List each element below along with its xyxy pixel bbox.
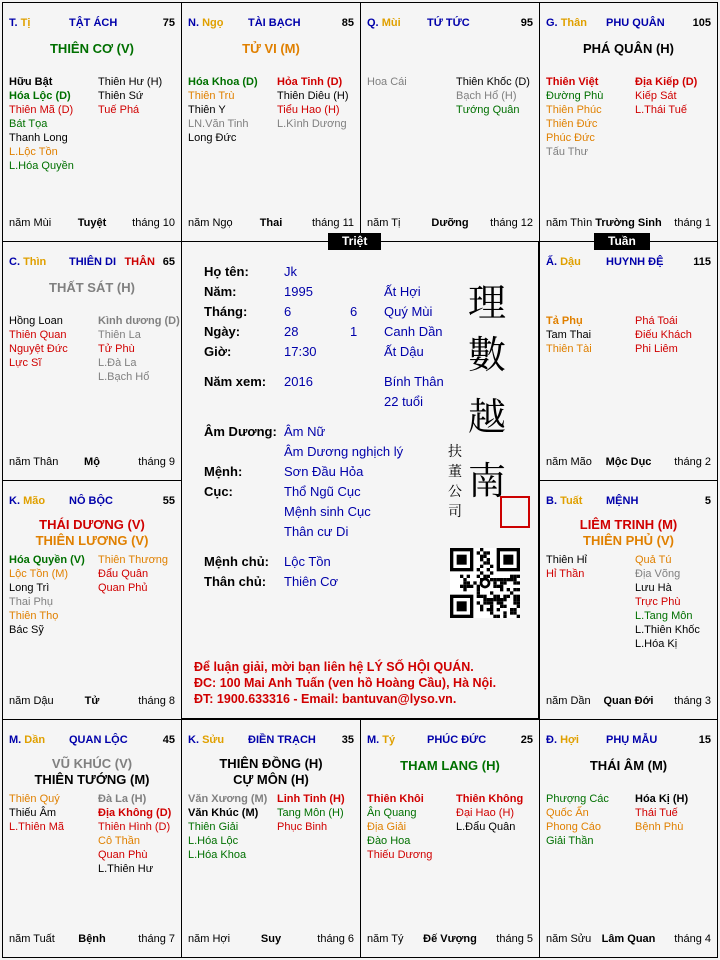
star: Hóa Lộc (D) xyxy=(9,90,71,102)
palace-stage: Tử xyxy=(84,695,100,707)
palace-number: 5 xyxy=(704,495,711,507)
main-star: THÁI DƯƠNG (V) xyxy=(39,517,145,532)
center-info-panel xyxy=(181,241,539,719)
star: L.Lộc Tồn xyxy=(9,146,58,158)
star: Tử Phù xyxy=(98,343,135,355)
main-star: PHÁ QUÂN (H) xyxy=(583,41,674,56)
palace-header xyxy=(546,495,711,511)
star: L.Tang Môn xyxy=(635,610,693,622)
palace-year: năm Tuất xyxy=(9,933,55,945)
palace-number: 55 xyxy=(162,495,175,507)
star: Ân Quang xyxy=(367,807,417,819)
star: Tả Phụ xyxy=(546,315,583,327)
star: Thiên Quý xyxy=(9,793,60,805)
star: Phá Toái xyxy=(635,315,678,327)
star: L.Hóa Kị xyxy=(635,638,678,650)
palace-month: tháng 12 xyxy=(490,217,533,229)
info-ho-ten-label: Họ tên: xyxy=(204,264,249,279)
palace-name: QUAN LỘC xyxy=(69,734,128,746)
palace-stage: Thai xyxy=(259,217,283,229)
main-star: THÁI ÂM (M) xyxy=(589,758,668,773)
main-star: THIÊN LƯƠNG (V) xyxy=(35,533,149,548)
main-star: THIÊN ĐỒNG (H) xyxy=(219,756,323,771)
palace-stage: Suy xyxy=(260,933,282,945)
info-am-duong-label: Âm Dương: xyxy=(204,424,277,439)
palace-cell xyxy=(2,719,182,958)
star: Thiên Sứ xyxy=(98,90,144,102)
star: Hữu Bật xyxy=(9,76,53,88)
palace-position: K. Mão xyxy=(9,495,46,507)
palace-cell xyxy=(360,2,540,242)
star-col-left xyxy=(188,792,267,862)
info-menh-chu: Lộc Tồn xyxy=(284,554,331,569)
star: Phục Binh xyxy=(277,821,328,833)
info-nam-label: Năm: xyxy=(204,284,237,299)
star-col-left xyxy=(546,75,603,159)
star: Tuế Phá xyxy=(98,104,140,116)
palace-month: tháng 6 xyxy=(317,933,354,945)
info-cuc-label: Cục: xyxy=(204,484,233,499)
palace-cell xyxy=(2,480,182,720)
star: Thiên Phúc xyxy=(546,104,602,116)
contact-line-2: ĐC: 100 Mai Anh Tuấn (ven hồ Hoàng Cầu), Hà Nội. xyxy=(194,676,497,690)
star-col-right xyxy=(98,75,162,117)
palace-year: năm Mùi xyxy=(9,217,52,229)
star: Đường Phù xyxy=(546,90,604,102)
contact-line-1: Để luận giải, mời bạn liên hệ LÝ SỐ HỘI QUÁN. xyxy=(194,660,474,674)
palace-year: năm Tý xyxy=(367,933,404,945)
palace-position: G. Thân xyxy=(546,17,587,29)
star: Văn Xương (M) xyxy=(188,793,268,805)
star: Thiên Việt xyxy=(546,76,599,88)
star-col-right xyxy=(456,75,530,117)
star: L.Hóa Quyền xyxy=(9,160,74,172)
palace-footer xyxy=(367,933,533,947)
star: Văn Khúc (M) xyxy=(188,807,259,819)
info-menh-label: Mệnh: xyxy=(204,464,243,479)
than-marker: THÂN xyxy=(124,256,155,268)
palace-stage: Mộ xyxy=(84,456,100,468)
palace-month: tháng 5 xyxy=(496,933,533,945)
star: Địa Không (D) xyxy=(98,807,172,819)
star-col-left xyxy=(9,792,64,834)
star-col-right xyxy=(635,792,688,834)
main-star: CỰ MÔN (H) xyxy=(233,772,309,787)
star: Thiên Hỉ xyxy=(546,554,587,566)
main-star: THẤT SÁT (H) xyxy=(49,280,135,295)
star-col-left xyxy=(9,314,68,370)
qr-code-icon xyxy=(450,548,520,618)
palace-cell xyxy=(539,241,718,481)
star: Hóa Quyền (V) xyxy=(9,554,85,566)
star: Long Trì xyxy=(9,582,50,594)
palace-cell xyxy=(2,2,182,242)
info-nam-xem: 2016 xyxy=(284,374,313,389)
palace-header xyxy=(546,17,711,33)
palace-number: 115 xyxy=(693,256,711,268)
star: Thanh Long xyxy=(9,132,68,144)
palace-year: năm Ngọ xyxy=(188,217,233,229)
star: Thiên Quan xyxy=(9,329,67,341)
contact-line-3: ĐT: 1900.633316 - Email: bantuvan@lyso.vn. xyxy=(194,692,457,706)
palace-header xyxy=(188,734,354,750)
star: Hỉ Thần xyxy=(546,568,585,580)
main-star: LIÊM TRINH (M) xyxy=(579,517,678,532)
triet-tag: Triệt xyxy=(328,233,381,250)
star: Thiên Khốc (D) xyxy=(456,76,530,88)
star: Tiểu Hao (H) xyxy=(277,104,340,116)
star-col-right xyxy=(277,75,349,131)
star: Quan Phù xyxy=(98,849,148,861)
info-menh: Sơn Đầu Hỏa xyxy=(284,464,364,479)
palace-stage: Dưỡng xyxy=(431,217,469,229)
star-col-left xyxy=(188,75,258,145)
star: Bác Sỹ xyxy=(9,624,44,636)
palace-position: Ấ. Dậu xyxy=(546,256,581,268)
main-star: THIÊN TƯỚNG (M) xyxy=(34,772,150,787)
star: Phúc Đức xyxy=(546,132,595,144)
palace-year: năm Dậu xyxy=(9,695,54,707)
info-nam: 1995 xyxy=(284,284,313,299)
palace-header xyxy=(9,734,175,750)
palace-footer xyxy=(9,217,175,231)
star: Thiên Y xyxy=(188,104,226,116)
palace-year: năm Sửu xyxy=(546,933,592,945)
star: Quốc Ấn xyxy=(546,807,589,819)
star: Lực Sĩ xyxy=(9,357,42,369)
palace-cell xyxy=(181,2,361,242)
palace-header xyxy=(9,256,175,272)
star: Linh Tinh (H) xyxy=(277,793,345,805)
info-thang-label: Tháng: xyxy=(204,304,248,319)
palace-header xyxy=(367,734,533,750)
star: Tam Thai xyxy=(546,329,592,341)
star: Thiên La xyxy=(98,329,141,341)
calligraphy-char: 南 xyxy=(468,459,507,503)
star: Thai Phụ xyxy=(9,596,54,608)
star: Thiên Diêu (H) xyxy=(277,90,349,102)
star-col-right xyxy=(635,314,692,356)
palace-year: năm Thân xyxy=(9,456,59,468)
star: Đà La (H) xyxy=(98,793,147,805)
palace-number: 85 xyxy=(341,17,354,29)
main-star: VŨ KHÚC (V) xyxy=(51,756,133,771)
star: Tướng Quân xyxy=(456,104,520,116)
palace-position: Đ. Hợi xyxy=(546,734,579,746)
main-star: TỬ VI (M) xyxy=(242,41,300,56)
palace-footer xyxy=(367,217,533,231)
palace-number: 35 xyxy=(341,734,354,746)
calligraphy-char: 理 xyxy=(468,281,507,325)
star-col-left xyxy=(367,792,432,862)
palace-stage: Lâm Quan xyxy=(601,933,656,945)
star-col-left xyxy=(546,792,609,848)
palace-year: năm Thìn xyxy=(546,217,593,229)
info-thang-can-chi: Quý Mùi xyxy=(384,304,433,319)
star: Thiên Hư (H) xyxy=(98,76,163,88)
star: L.Kình Dương xyxy=(277,118,347,130)
main-star: THIÊN CƠ (V) xyxy=(49,41,135,56)
star: L.Đẩu Quân xyxy=(456,821,516,833)
star: Kiếp Sát xyxy=(635,90,677,102)
palace-number: 15 xyxy=(698,734,711,746)
info-thang-duong: 6 xyxy=(284,304,292,319)
palace-month: tháng 11 xyxy=(311,217,354,229)
tuan-tag: Tuần xyxy=(594,233,650,250)
info-cuc-3: Thân cư Di xyxy=(284,524,349,539)
palace-stage: Mộc Dục xyxy=(605,456,652,468)
star: L.Thiên Mã xyxy=(9,821,65,833)
info-menh-chu-label: Mệnh chủ: xyxy=(204,554,269,569)
star: Thiên Thương xyxy=(98,554,169,566)
palace-cell xyxy=(539,480,718,720)
palace-year: năm Mão xyxy=(546,456,592,468)
palace-position: T. Tị xyxy=(9,17,31,29)
info-gio-label: Giờ: xyxy=(204,344,232,359)
star: Hồng Loan xyxy=(9,315,63,327)
info-gio-can-chi: Ất Dậu xyxy=(384,344,424,359)
palace-position: M. Tý xyxy=(367,734,396,746)
star-col-right xyxy=(98,314,180,384)
star: Thiên Trù xyxy=(188,90,235,102)
info-ngay-label: Ngày: xyxy=(204,324,241,339)
star: Trực Phù xyxy=(635,596,681,608)
palace-position: N. Ngọ xyxy=(188,17,224,29)
info-am-duong-2: Âm Dương nghịch lý xyxy=(284,444,404,459)
palace-footer xyxy=(546,695,711,709)
info-tuoi: 22 tuổi xyxy=(384,394,424,409)
palace-number: 45 xyxy=(162,734,175,746)
palace-footer xyxy=(188,217,354,231)
palace-name: ĐIỀN TRẠCH xyxy=(248,734,316,746)
star: Thiên Giải xyxy=(188,821,239,833)
palace-stage: Đế Vượng xyxy=(423,933,477,945)
palace-year: năm Dần xyxy=(546,695,591,707)
info-thang-am: 6 xyxy=(350,304,358,319)
palace-name: NÔ BỘC xyxy=(69,495,113,507)
star: Thiên Hình (D) xyxy=(98,821,171,833)
palace-name: HUYNH ĐỆ xyxy=(606,256,664,268)
palace-header xyxy=(367,17,533,33)
palace-position: M. Dần xyxy=(9,734,46,746)
palace-number: 25 xyxy=(520,734,533,746)
star: L.Hóa Lộc xyxy=(188,835,239,847)
star-col-left xyxy=(9,553,85,637)
palace-footer xyxy=(546,456,711,470)
palace-name: PHỤ MẪU xyxy=(606,734,658,746)
palace-stage: Quan Đới xyxy=(603,695,654,707)
info-nam-xem-can-chi: Bính Thân xyxy=(384,374,444,389)
star: Tấu Thư xyxy=(546,146,589,158)
star: Thiếu Âm xyxy=(9,807,57,819)
palace-footer xyxy=(9,695,175,709)
calligraphy-char: 越 xyxy=(468,395,507,439)
palace-position: Q. Mùi xyxy=(367,17,401,29)
star: Bệnh Phù xyxy=(635,821,684,833)
star: Phi Liêm xyxy=(635,343,678,355)
palace-month: tháng 3 xyxy=(674,695,711,707)
palace-month: tháng 4 xyxy=(674,933,711,945)
palace-footer xyxy=(546,933,711,947)
info-cuc: Thổ Ngũ Cục xyxy=(284,484,361,499)
info-nam-can-chi: Ất Hợi xyxy=(384,284,421,299)
star: Địa Võng xyxy=(635,568,681,580)
palace-cell xyxy=(360,719,540,958)
star-col-right xyxy=(98,792,171,876)
star: Thiên Thọ xyxy=(9,610,59,622)
star: Thiên Không xyxy=(456,793,524,805)
star: Địa Giải xyxy=(367,821,407,833)
palace-number: 95 xyxy=(520,17,533,29)
star: Thiên Mã (D) xyxy=(9,104,74,116)
palace-number: 65 xyxy=(162,256,175,268)
star: L.Thiên Hư xyxy=(98,863,154,875)
star-col-right xyxy=(456,792,523,834)
info-ngay-can-chi: Canh Dần xyxy=(384,324,443,339)
main-star: THAM LANG (H) xyxy=(400,758,500,773)
palace-position: B. Tuất xyxy=(546,495,583,507)
palace-cell xyxy=(2,241,182,481)
star: Cô Thần xyxy=(98,835,140,847)
star: Địa Kiếp (D) xyxy=(635,76,698,88)
palace-position: K. Sửu xyxy=(188,734,225,746)
palace-position: C. Thìn xyxy=(9,256,47,268)
info-gio: 17:30 xyxy=(284,344,317,359)
star: Hoa Cái xyxy=(367,76,407,88)
palace-name: PHÚC ĐỨC xyxy=(427,734,487,746)
star: Hỏa Tinh (D) xyxy=(277,76,343,88)
palace-month: tháng 9 xyxy=(138,456,175,468)
palace-footer xyxy=(9,456,175,470)
palace-stage: Trường Sinh xyxy=(595,217,662,229)
star: Đẩu Quân xyxy=(98,568,149,580)
palace-header xyxy=(188,17,354,33)
star: L.Thái Tuế xyxy=(635,104,687,116)
star: Hóa Khoa (D) xyxy=(188,76,258,88)
star: Thiên Khôi xyxy=(367,793,424,805)
palace-cell xyxy=(539,2,718,242)
info-ngay-duong: 28 xyxy=(284,324,299,339)
star: Thiên Tài xyxy=(546,343,592,355)
star: Kình dương (D) xyxy=(98,315,180,327)
star: Bạch Hổ (H) xyxy=(456,90,517,102)
star: L.Bạch Hổ xyxy=(98,371,150,383)
palace-month: tháng 8 xyxy=(138,695,175,707)
star-col-left xyxy=(546,553,587,581)
star: LN.Văn Tinh xyxy=(188,118,249,130)
palace-stage: Tuyệt xyxy=(77,217,107,229)
info-ngay-am: 1 xyxy=(350,324,358,339)
palace-number: 75 xyxy=(162,17,175,29)
star: Phượng Các xyxy=(546,793,609,805)
star: L.Thiên Khốc xyxy=(635,624,700,636)
main-star: THIÊN PHỦ (V) xyxy=(583,533,674,548)
palace-year: năm Tị xyxy=(367,217,401,229)
palace-month: tháng 7 xyxy=(138,933,175,945)
star-col-left xyxy=(9,75,74,173)
star: Lộc Tồn (M) xyxy=(9,568,69,580)
info-than-chu: Thiên Cơ xyxy=(284,574,339,589)
star: Đào Hoa xyxy=(367,835,411,847)
seal-stamp xyxy=(500,496,530,528)
star-col-left xyxy=(546,314,592,356)
star: Lưu Hà xyxy=(635,582,672,594)
palace-month: tháng 2 xyxy=(674,456,711,468)
palace-cell xyxy=(539,719,718,958)
star: Hóa Kị (H) xyxy=(635,793,689,805)
star: Long Đức xyxy=(188,132,237,144)
palace-cell xyxy=(181,719,361,958)
star-col-left xyxy=(367,75,407,89)
palace-footer xyxy=(9,933,175,947)
star: Tang Môn (H) xyxy=(277,807,344,819)
palace-year: năm Hợi xyxy=(188,933,231,945)
palace-header xyxy=(546,734,711,750)
info-ho-ten: Jk xyxy=(284,264,297,279)
palace-name: TẬT ÁCH xyxy=(69,17,118,29)
star: Thái Tuế xyxy=(635,807,678,819)
star: Giải Thần xyxy=(546,835,594,847)
info-am-duong: Âm Nữ xyxy=(284,424,326,439)
palace-name: TỨ TỨC xyxy=(427,17,470,29)
star: Phong Cáo xyxy=(546,821,602,833)
star: Thiếu Dương xyxy=(367,849,433,861)
info-cuc-2: Mệnh sinh Cục xyxy=(284,504,371,519)
calligraphy-char: 數 xyxy=(468,333,507,377)
star: Quả Tú xyxy=(635,554,672,566)
star-col-right xyxy=(635,553,700,651)
palace-header xyxy=(546,256,711,272)
star: Điếu Khách xyxy=(635,329,692,341)
info-than-chu-label: Thân chủ: xyxy=(204,574,267,589)
star: Đại Hao (H) xyxy=(456,807,515,819)
palace-header xyxy=(9,495,175,511)
palace-month: tháng 1 xyxy=(674,217,711,229)
star: Bát Tọa xyxy=(9,118,48,130)
palace-number: 105 xyxy=(692,17,711,29)
star: Nguyệt Đức xyxy=(9,343,68,355)
star: L.Đà La xyxy=(98,357,137,369)
palace-header xyxy=(9,17,175,33)
palace-name: MỆNH xyxy=(606,495,639,507)
info-nam-xem-label: Năm xem: xyxy=(204,374,267,389)
star-col-right xyxy=(635,75,697,117)
star: Thiên Đức xyxy=(546,118,598,130)
star-col-right xyxy=(98,553,168,595)
palace-name: PHU QUÂN xyxy=(606,17,665,29)
palace-footer xyxy=(188,933,354,947)
palace-stage: Bệnh xyxy=(78,933,106,945)
star: L.Hóa Khoa xyxy=(188,849,247,861)
palace-month: tháng 10 xyxy=(132,217,175,229)
palace-footer xyxy=(546,217,711,231)
star: Quan Phủ xyxy=(98,582,148,594)
calligraphy-side: 扶 董 公 司 xyxy=(448,444,462,520)
palace-name: TÀI BẠCH xyxy=(248,17,301,29)
palace-name: THIÊN DI xyxy=(69,256,117,268)
star-col-right xyxy=(277,792,345,834)
